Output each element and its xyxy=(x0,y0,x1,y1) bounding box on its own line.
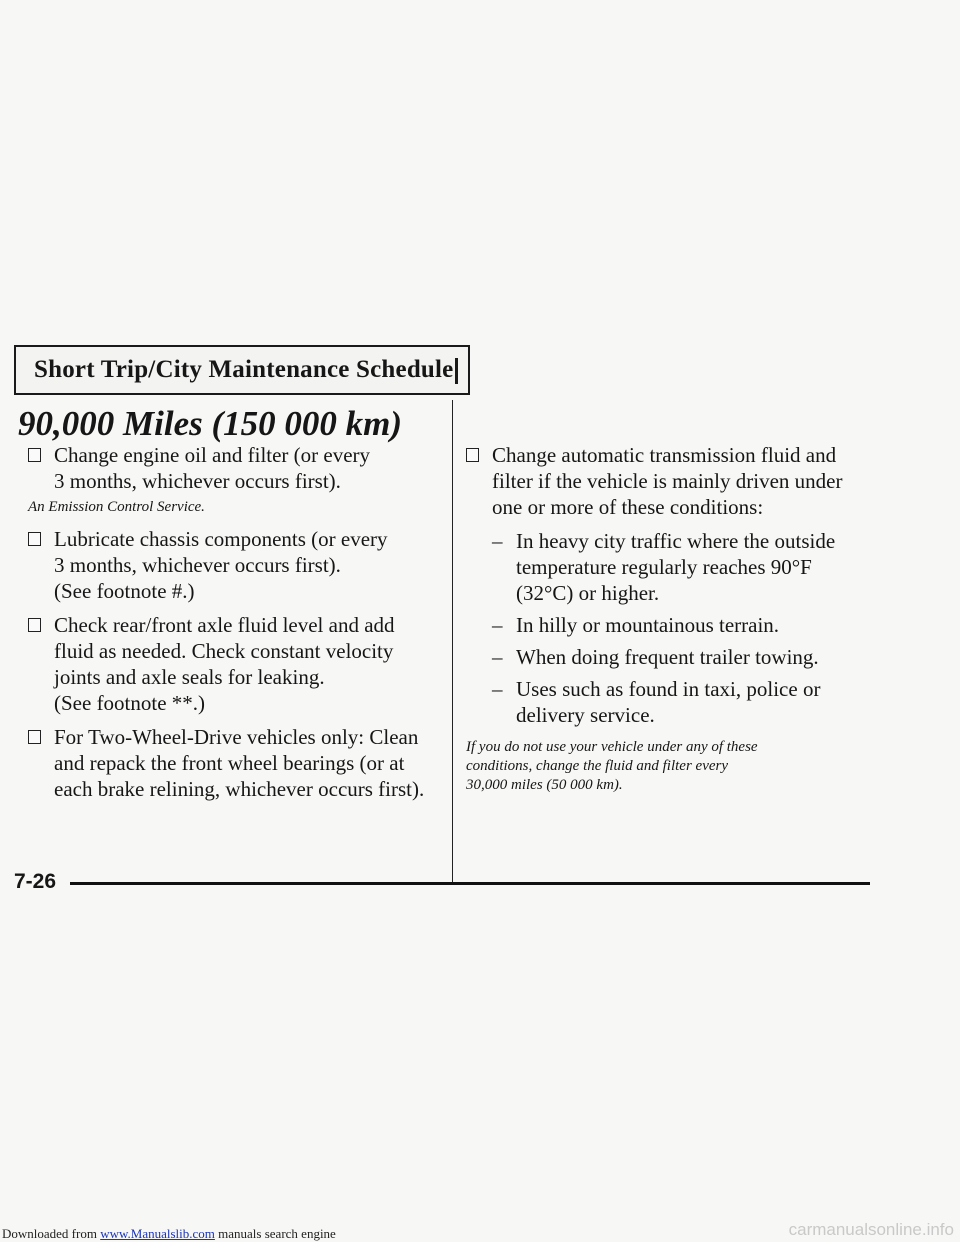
credit-suffix: manuals search engine xyxy=(214,1226,336,1241)
credit-prefix: Downloaded from xyxy=(2,1226,101,1241)
checkbox-icon[interactable] xyxy=(28,532,41,546)
mileage-heading: 90,000 Miles (150 000 km) xyxy=(18,404,403,443)
dash-icon: – xyxy=(492,529,503,553)
condition-text: Uses such as found in taxi, police or delivery service. xyxy=(516,677,821,727)
dash-icon: – xyxy=(492,645,503,669)
item-text: For Two-Wheel-Drive vehicles only: Clean and repack the front wheel bearings (or at each brake relining, whichever occurs first). xyxy=(54,725,425,801)
left-column xyxy=(28,442,448,810)
checklist-item-transmission-fluid xyxy=(466,442,886,520)
emission-note: An Emission Control Service. xyxy=(28,499,205,515)
section-header-box xyxy=(14,345,470,395)
item-text: Change engine oil and filter (or every 3 months, whichever occurs first). xyxy=(54,443,371,493)
manualslib-link[interactable]: www.Manualslib.com xyxy=(100,1226,215,1241)
footer-rule xyxy=(70,882,870,885)
transmission-footnote: If you do not use your vehicle under any of these conditions, change the fluid and filter every 30,000 miles (50 000 km). xyxy=(466,739,758,793)
condition-item xyxy=(492,528,886,606)
condition-text: In heavy city traffic where the outside temperature regularly reaches 90°F (32°C) or higher. xyxy=(516,529,836,605)
condition-item xyxy=(492,612,886,638)
checklist-item-wheel-bearings xyxy=(28,724,448,802)
condition-text: In hilly or mountainous terrain. xyxy=(516,613,780,637)
dash-icon: – xyxy=(492,677,503,701)
checkbox-icon[interactable] xyxy=(466,448,479,462)
dash-icon: – xyxy=(492,613,503,637)
header-box-tab xyxy=(455,358,458,384)
schedule-title: Short Trip/City Maintenance Schedule xyxy=(34,356,454,383)
item-text: Check rear/front axle fluid level and add fluid as needed. Check constant velocity joints and axle seals for leaking. (See footnote **.) xyxy=(54,613,395,715)
checklist-item-oil-filter xyxy=(28,442,448,494)
condition-item xyxy=(492,644,886,670)
checklist-item-axle-fluid xyxy=(28,612,448,716)
condition-text: When doing frequent trailer towing. xyxy=(516,645,819,669)
checkbox-icon[interactable] xyxy=(28,448,41,462)
checklist-item-lubricate-chassis xyxy=(28,526,448,604)
checkbox-icon[interactable] xyxy=(28,730,41,744)
right-column xyxy=(466,442,886,795)
item-text: Change automatic transmission fluid and filter if the vehicle is mainly driven under one or more of these conditions: xyxy=(492,443,843,519)
condition-item xyxy=(492,676,886,728)
column-divider xyxy=(452,400,453,885)
page-number: 7-26 xyxy=(14,870,57,893)
item-text: Lubricate chassis components (or every 3 months, whichever occurs first). (See footnote #.) xyxy=(54,527,388,603)
download-credit xyxy=(2,1226,336,1242)
watermark-text: carmanualsonline.info xyxy=(788,1220,954,1239)
checkbox-icon[interactable] xyxy=(28,618,41,632)
